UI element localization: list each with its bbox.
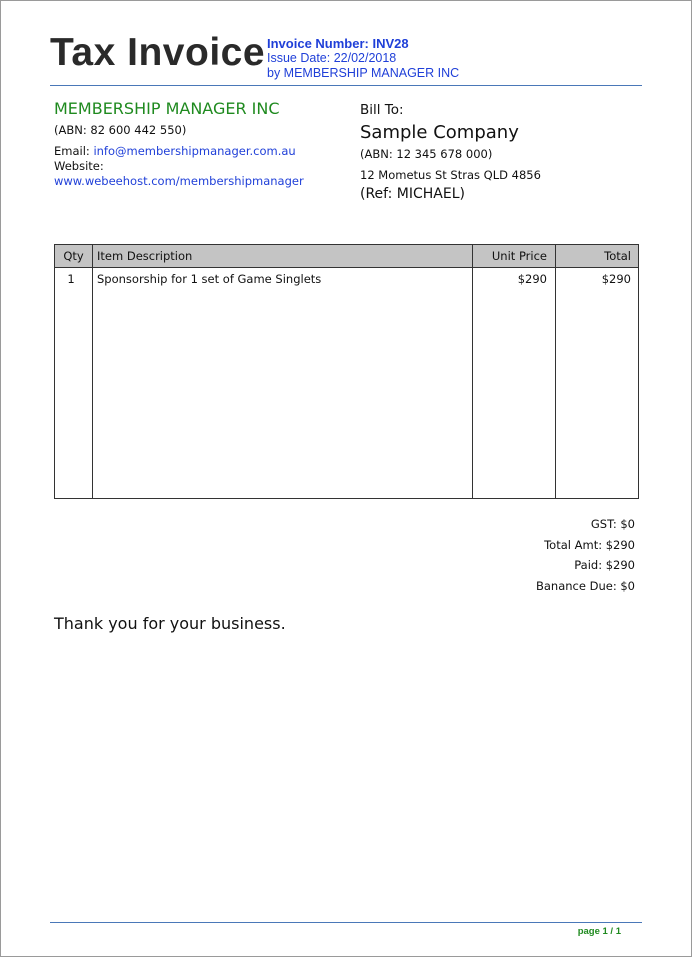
issued-by: by MEMBERSHIP MANAGER INC (267, 66, 460, 80)
website-label: Website: (54, 159, 104, 173)
document-title: Tax Invoice (50, 31, 266, 74)
paid-line: Paid: $290 (574, 558, 635, 572)
issue-date: Issue Date: 22/02/2018 (267, 51, 397, 65)
company-name: MEMBERSHIP MANAGER INC (54, 99, 280, 118)
company-info (54, 99, 304, 189)
customer-name: Sample Company (360, 122, 519, 143)
items-table (54, 244, 639, 499)
footer-divider (50, 922, 642, 923)
customer-ref: (Ref: MICHAEL) (360, 186, 465, 202)
invoice-number: Invoice Number: INV28 (267, 36, 409, 51)
row-total: $290 (601, 272, 631, 286)
header-divider (50, 85, 642, 86)
row-qty: 1 (67, 272, 75, 286)
row-unit-price: $290 (517, 272, 547, 286)
total-amount-line: Total Amt: $290 (544, 537, 635, 552)
header-description: Item Description (97, 249, 193, 263)
company-abn: (ABN: 82 600 442 550) (54, 123, 187, 137)
page-number: page 1 / 1 (577, 926, 621, 937)
thank-you-message: Thank you for your business. (54, 614, 286, 633)
customer-abn: (ABN: 12 345 678 000) (360, 147, 493, 161)
invoice-meta (267, 36, 459, 81)
website-link[interactable]: www.webeehost.com/membershipmanager (54, 174, 304, 188)
header-qty: Qty (63, 249, 84, 263)
gst-line: GST: $0 (590, 517, 635, 531)
bill-to-label: Bill To: (360, 102, 404, 118)
row-description: Sponsorship for 1 set of Game Singlets (97, 272, 322, 286)
header-total: Total (604, 249, 631, 263)
balance-due-line: Banance Due: $0 (536, 578, 635, 593)
email-link[interactable]: info@membershipmanager.com.au (93, 144, 296, 158)
email-label: Email: (54, 144, 90, 158)
column-divider (92, 245, 93, 498)
totals-summary (536, 514, 635, 596)
header-unit-price: Unit Price (491, 249, 547, 263)
company-email-row (54, 144, 304, 159)
customer-address: 12 Mometus St Stras QLD 4856 (360, 168, 541, 182)
bill-to (360, 101, 541, 203)
